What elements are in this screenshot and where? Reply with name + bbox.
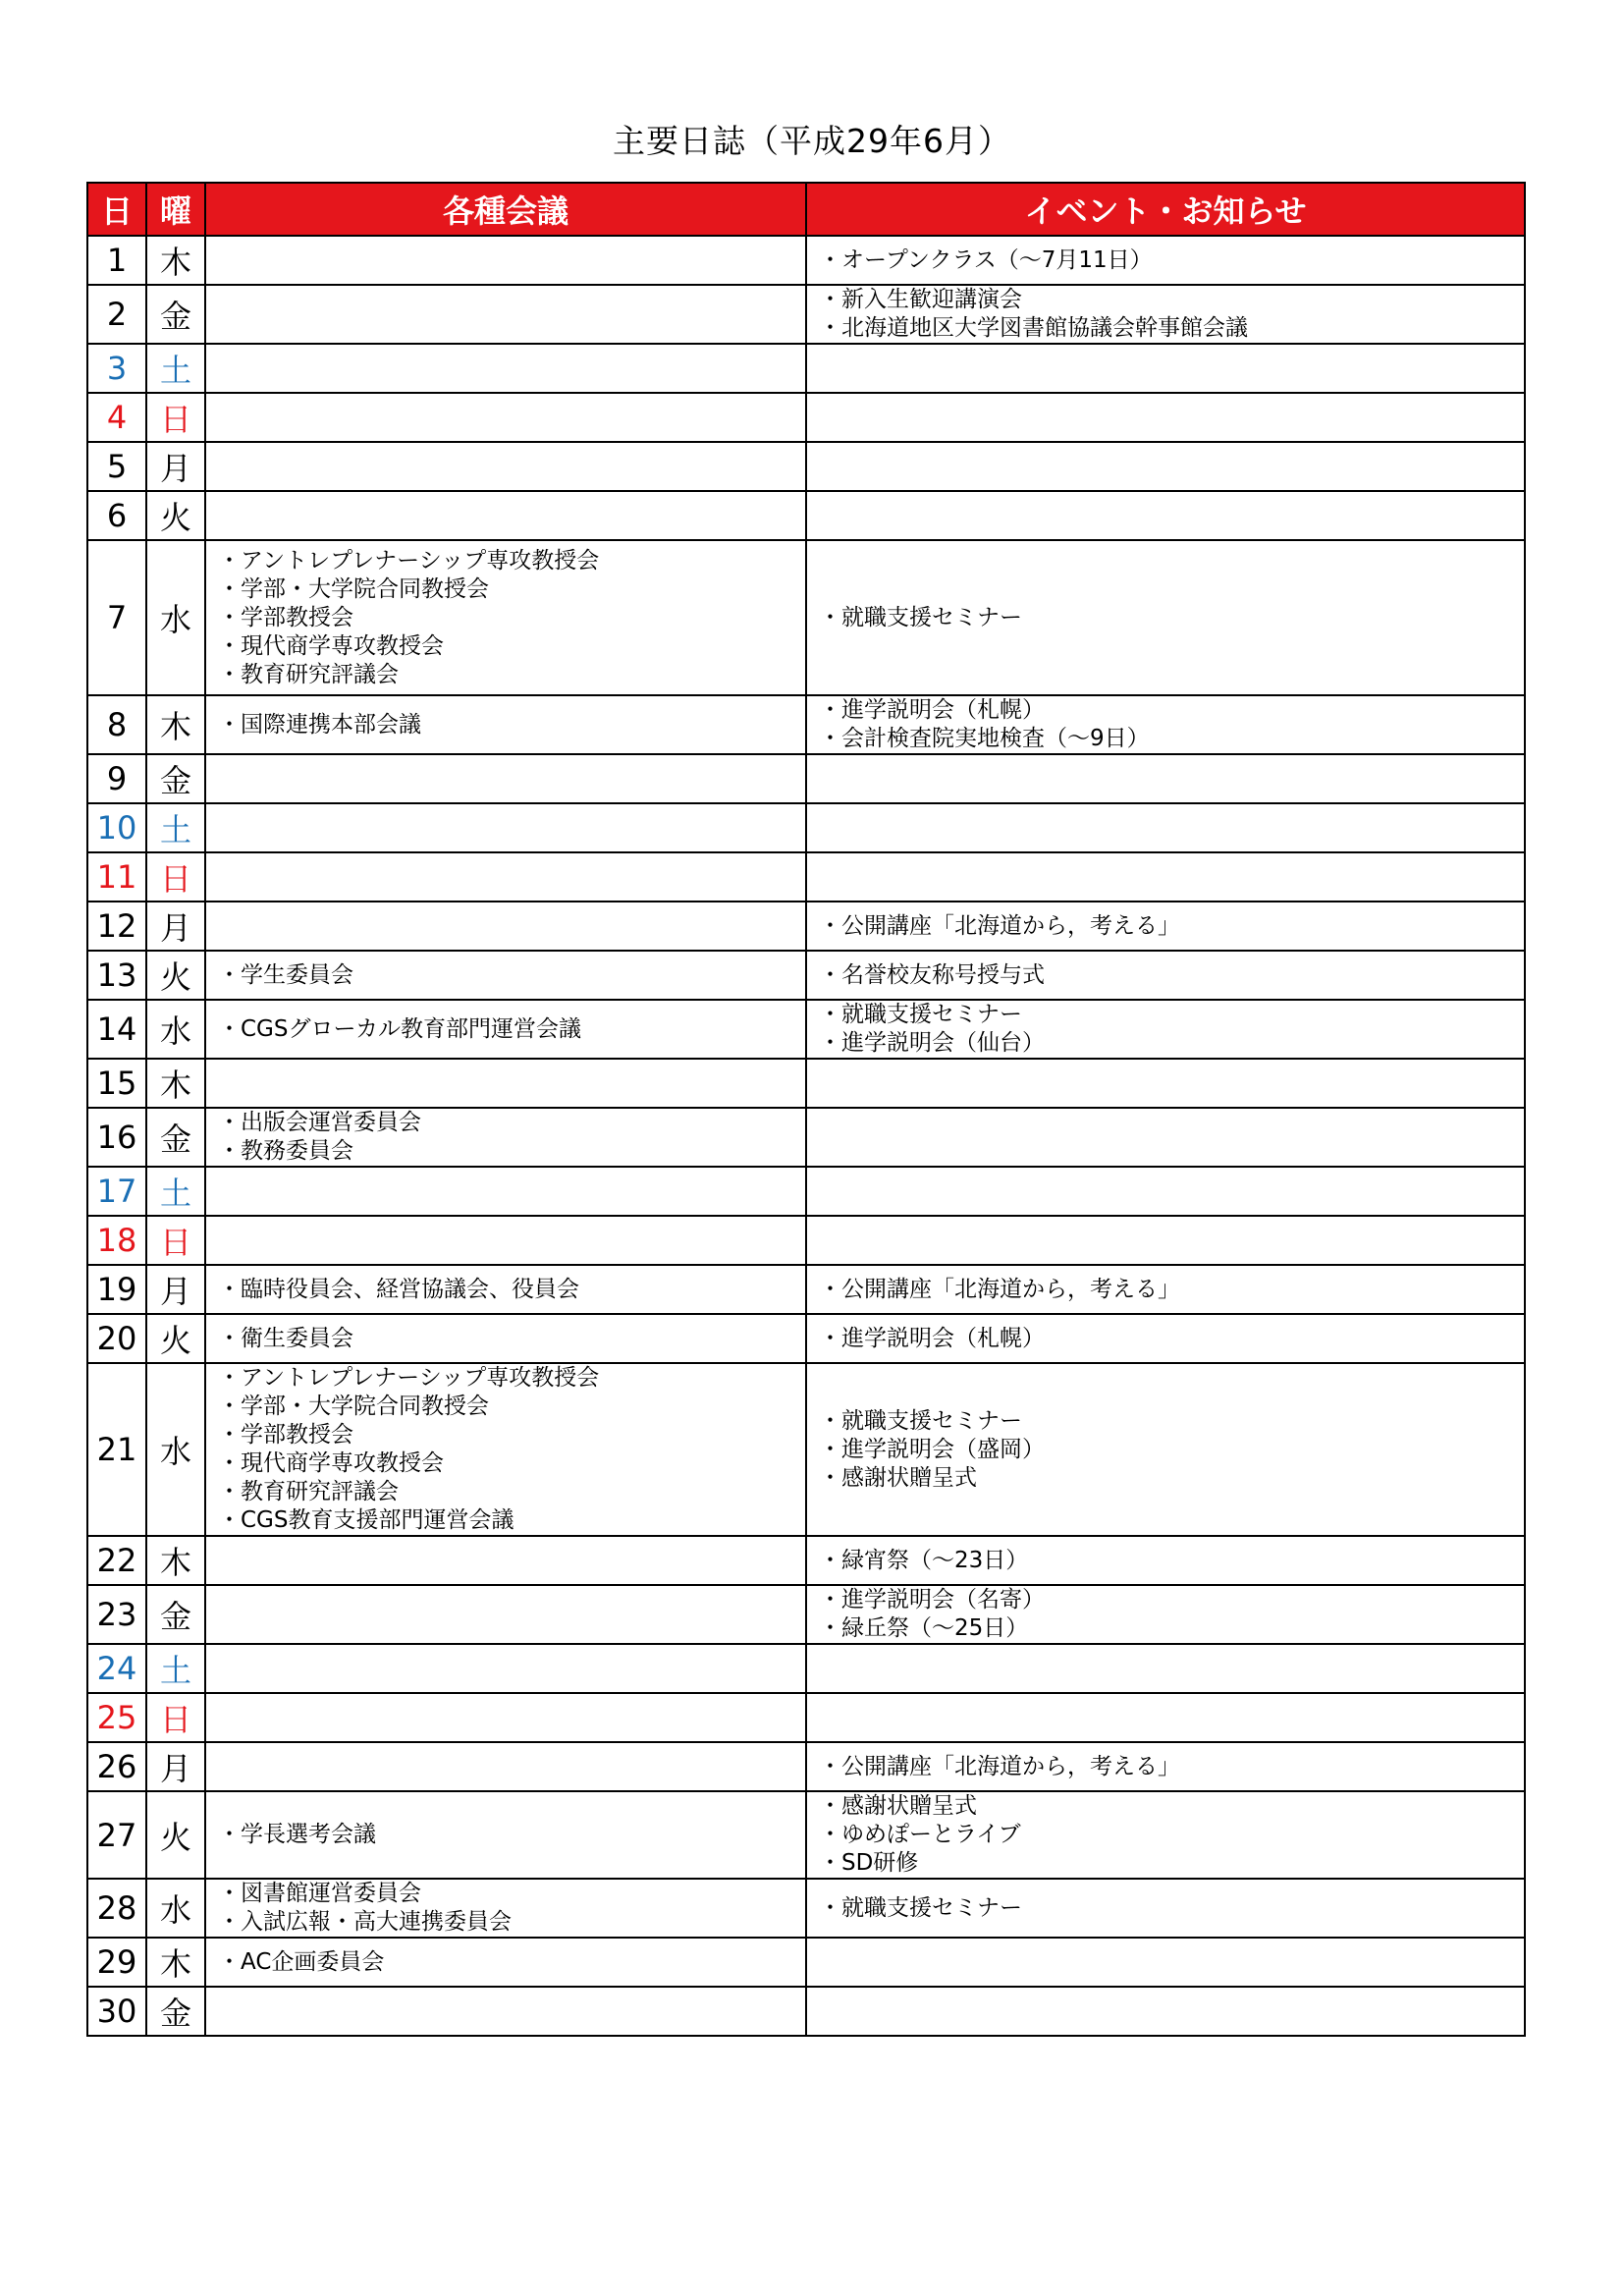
table-row: [87, 1363, 1525, 1536]
meetings-cell: [205, 1987, 806, 2036]
meeting-item: ・衛生委員会: [218, 1325, 353, 1351]
table-row: [87, 1585, 1525, 1644]
event-item: ・会計検査院実地検査（～9日）: [819, 726, 1150, 751]
header-meetings: 各種会議: [205, 183, 806, 236]
weekday-cell: 木: [146, 1059, 205, 1108]
day-cell: 26: [87, 1742, 146, 1791]
event-item: ・就職支援セミナー: [819, 1002, 1022, 1027]
events-cell: [806, 951, 1525, 1000]
meetings-cell: [205, 1314, 806, 1363]
table-row: [87, 695, 1525, 754]
day-cell: 8: [87, 695, 146, 754]
day-cell: 2: [87, 285, 146, 344]
event-item: ・北海道地区大学図書館協議会幹事館会議: [819, 315, 1248, 341]
weekday-cell: 日: [146, 852, 205, 902]
event-item: ・ゆめぽーとライブ: [819, 1822, 1021, 1847]
weekday-cell: 木: [146, 695, 205, 754]
meeting-item: ・アントレプレナーシップ専攻教授会: [218, 547, 600, 574]
meetings-cell: [205, 393, 806, 442]
meetings-cell: [205, 1000, 806, 1059]
day-cell: 13: [87, 951, 146, 1000]
events-cell: [806, 1536, 1525, 1585]
table-row: [87, 1000, 1525, 1059]
table-row: [87, 1216, 1525, 1265]
table-row: [87, 344, 1525, 393]
events-cell: [806, 1216, 1525, 1265]
meetings-cell: [205, 285, 806, 344]
meeting-item: ・学部・大学院合同教授会: [218, 575, 489, 602]
day-cell: 7: [87, 540, 146, 695]
weekday-cell: 月: [146, 442, 205, 491]
day-cell: 9: [87, 754, 146, 803]
events-cell: [806, 1879, 1525, 1938]
table-row: [87, 1987, 1525, 2036]
events-cell: [806, 1108, 1525, 1167]
meetings-cell: [205, 1059, 806, 1108]
header-day: 日: [87, 183, 146, 236]
table-row: [87, 1791, 1525, 1879]
page-title: 主要日誌（平成29年6月）: [613, 122, 1011, 160]
event-item: ・SD研修: [819, 1850, 919, 1876]
table-row: [87, 236, 1525, 285]
meetings-cell: [205, 1536, 806, 1585]
meeting-item: ・現代商学専攻教授会: [218, 632, 444, 659]
meeting-item: ・出版会運営委員会: [218, 1110, 421, 1135]
day-cell: 29: [87, 1938, 146, 1987]
day-cell: 4: [87, 393, 146, 442]
weekday-cell: 日: [146, 1693, 205, 1742]
meeting-item: ・CGS教育支援部門運営会議: [218, 1507, 514, 1533]
meetings-cell: [205, 1585, 806, 1644]
day-cell: 30: [87, 1987, 146, 2036]
day-cell: 12: [87, 902, 146, 951]
diary-table: [86, 182, 1526, 2037]
table-row: [87, 442, 1525, 491]
table-row: [87, 1742, 1525, 1791]
event-item: ・進学説明会（仙台）: [819, 1030, 1045, 1056]
events-cell: [806, 285, 1525, 344]
meeting-item: ・教育研究評議会: [218, 1479, 399, 1504]
meeting-item: ・教務委員会: [218, 1138, 353, 1164]
day-cell: 23: [87, 1585, 146, 1644]
table-row: [87, 285, 1525, 344]
meetings-cell: [205, 1108, 806, 1167]
event-item: ・名誉校友称号授与式: [819, 961, 1045, 988]
weekday-cell: 月: [146, 1742, 205, 1791]
weekday-cell: 日: [146, 1216, 205, 1265]
events-cell: [806, 1644, 1525, 1693]
events-cell: [806, 1363, 1525, 1536]
table-row: [87, 393, 1525, 442]
meetings-cell: [205, 803, 806, 852]
events-cell: [806, 1000, 1525, 1059]
event-item: ・公開講座「北海道から，考える」: [819, 1753, 1180, 1779]
events-cell: [806, 1938, 1525, 1987]
weekday-cell: 木: [146, 1536, 205, 1585]
events-cell: [806, 1314, 1525, 1363]
table-row: [87, 1314, 1525, 1363]
day-cell: 5: [87, 442, 146, 491]
event-item: ・新入生歓迎講演会: [819, 287, 1022, 312]
header-events: イベント・お知らせ: [806, 183, 1525, 236]
meetings-cell: [205, 902, 806, 951]
weekday-cell: 水: [146, 540, 205, 695]
day-cell: 14: [87, 1000, 146, 1059]
weekday-cell: 土: [146, 803, 205, 852]
events-cell: [806, 540, 1525, 695]
weekday-cell: 金: [146, 1987, 205, 2036]
meetings-cell: [205, 1791, 806, 1879]
events-cell: [806, 1987, 1525, 2036]
events-cell: [806, 852, 1525, 902]
weekday-cell: 水: [146, 1879, 205, 1938]
day-cell: 11: [87, 852, 146, 902]
table-row: [87, 1536, 1525, 1585]
events-cell: [806, 236, 1525, 285]
header-weekday: 曜: [146, 183, 205, 236]
events-cell: [806, 344, 1525, 393]
events-cell: [806, 491, 1525, 540]
events-cell: [806, 754, 1525, 803]
day-cell: 28: [87, 1879, 146, 1938]
day-cell: 21: [87, 1363, 146, 1536]
table-row: [87, 1265, 1525, 1314]
table-body: [87, 236, 1525, 2036]
day-cell: 24: [87, 1644, 146, 1693]
weekday-cell: 金: [146, 754, 205, 803]
table-row: [87, 1167, 1525, 1216]
day-cell: 1: [87, 236, 146, 285]
weekday-cell: 土: [146, 1644, 205, 1693]
table-row: [87, 1644, 1525, 1693]
weekday-cell: 水: [146, 1363, 205, 1536]
event-item: ・感謝状贈呈式: [819, 1793, 977, 1819]
table-row: [87, 1059, 1525, 1108]
events-cell: [806, 1693, 1525, 1742]
meeting-item: ・図書館運営委員会: [218, 1881, 421, 1906]
events-cell: [806, 902, 1525, 951]
events-cell: [806, 1791, 1525, 1879]
table-row: [87, 1108, 1525, 1167]
day-cell: 10: [87, 803, 146, 852]
weekday-cell: 木: [146, 236, 205, 285]
meetings-cell: [205, 1938, 806, 1987]
meeting-item: ・臨時役員会、経営協議会、役員会: [218, 1276, 579, 1302]
weekday-cell: 火: [146, 1314, 205, 1363]
meeting-item: ・CGSグローカル教育部門運営会議: [218, 1015, 582, 1042]
meeting-item: ・学部・大学院合同教授会: [218, 1394, 489, 1419]
meeting-item: ・アントレプレナーシップ専攻教授会: [218, 1365, 600, 1391]
meetings-cell: [205, 1693, 806, 1742]
events-cell: [806, 803, 1525, 852]
table-row: [87, 803, 1525, 852]
weekday-cell: 金: [146, 285, 205, 344]
weekday-cell: 月: [146, 902, 205, 951]
meetings-cell: [205, 754, 806, 803]
meetings-cell: [205, 1216, 806, 1265]
meetings-cell: [205, 344, 806, 393]
event-item: ・感謝状贈呈式: [819, 1464, 977, 1491]
meetings-cell: [205, 491, 806, 540]
meetings-cell: [205, 540, 806, 695]
meeting-item: ・現代商学専攻教授会: [218, 1450, 444, 1476]
meeting-item: ・国際連携本部会議: [218, 711, 421, 738]
day-cell: 16: [87, 1108, 146, 1167]
table-row: [87, 540, 1525, 695]
meetings-cell: [205, 1742, 806, 1791]
day-cell: 3: [87, 344, 146, 393]
weekday-cell: 火: [146, 1791, 205, 1879]
event-item: ・進学説明会（札幌）: [819, 1325, 1045, 1351]
meeting-item: ・入試広報・高大連携委員会: [218, 1909, 512, 1935]
meeting-item: ・教育研究評議会: [218, 661, 399, 687]
meetings-cell: [205, 1265, 806, 1314]
meetings-cell: [205, 1363, 806, 1536]
meetings-cell: [205, 1167, 806, 1216]
event-item: ・オープンクラス（～7月11日）: [819, 246, 1153, 273]
meeting-item: ・学長選考会議: [218, 1822, 376, 1847]
weekday-cell: 火: [146, 491, 205, 540]
events-cell: [806, 1742, 1525, 1791]
event-item: ・進学説明会（名寄）: [819, 1587, 1045, 1613]
event-item: ・緑丘祭（～25日）: [819, 1615, 1029, 1641]
weekday-cell: 金: [146, 1108, 205, 1167]
meetings-cell: [205, 1879, 806, 1938]
table-row: [87, 951, 1525, 1000]
day-cell: 22: [87, 1536, 146, 1585]
events-cell: [806, 1059, 1525, 1108]
meeting-item: ・AC企画委員会: [218, 1948, 385, 1975]
table-row: [87, 1693, 1525, 1742]
weekday-cell: 木: [146, 1938, 205, 1987]
table-row: [87, 852, 1525, 902]
event-item: ・進学説明会（札幌）: [819, 697, 1045, 723]
day-cell: 18: [87, 1216, 146, 1265]
event-item: ・緑宵祭（～23日）: [819, 1547, 1029, 1573]
meetings-cell: [205, 442, 806, 491]
day-cell: 17: [87, 1167, 146, 1216]
event-item: ・就職支援セミナー: [819, 1407, 1022, 1434]
table-row: [87, 1879, 1525, 1938]
day-cell: 15: [87, 1059, 146, 1108]
weekday-cell: 土: [146, 1167, 205, 1216]
events-cell: [806, 1265, 1525, 1314]
weekday-cell: 月: [146, 1265, 205, 1314]
day-cell: 27: [87, 1791, 146, 1879]
meetings-cell: [205, 695, 806, 754]
weekday-cell: 日: [146, 393, 205, 442]
meetings-cell: [205, 1644, 806, 1693]
weekday-cell: 水: [146, 1000, 205, 1059]
weekday-cell: 金: [146, 1585, 205, 1644]
day-cell: 19: [87, 1265, 146, 1314]
meeting-item: ・学部教授会: [218, 1422, 353, 1448]
meeting-item: ・学生委員会: [218, 961, 353, 988]
event-item: ・就職支援セミナー: [819, 604, 1022, 630]
event-item: ・公開講座「北海道から，考える」: [819, 1276, 1180, 1302]
table-header-row: [87, 183, 1525, 236]
event-item: ・就職支援セミナー: [819, 1894, 1022, 1921]
table-row: [87, 1938, 1525, 1987]
events-cell: [806, 442, 1525, 491]
meetings-cell: [205, 951, 806, 1000]
meetings-cell: [205, 236, 806, 285]
events-cell: [806, 1585, 1525, 1644]
table-row: [87, 754, 1525, 803]
event-item: ・進学説明会（盛岡）: [819, 1436, 1045, 1462]
day-cell: 20: [87, 1314, 146, 1363]
day-cell: 6: [87, 491, 146, 540]
weekday-cell: 火: [146, 951, 205, 1000]
events-cell: [806, 393, 1525, 442]
meetings-cell: [205, 852, 806, 902]
meeting-item: ・学部教授会: [218, 604, 353, 630]
event-item: ・公開講座「北海道から，考える」: [819, 912, 1180, 939]
table-row: [87, 491, 1525, 540]
events-cell: [806, 695, 1525, 754]
table-row: [87, 902, 1525, 951]
weekday-cell: 土: [146, 344, 205, 393]
events-cell: [806, 1167, 1525, 1216]
day-cell: 25: [87, 1693, 146, 1742]
